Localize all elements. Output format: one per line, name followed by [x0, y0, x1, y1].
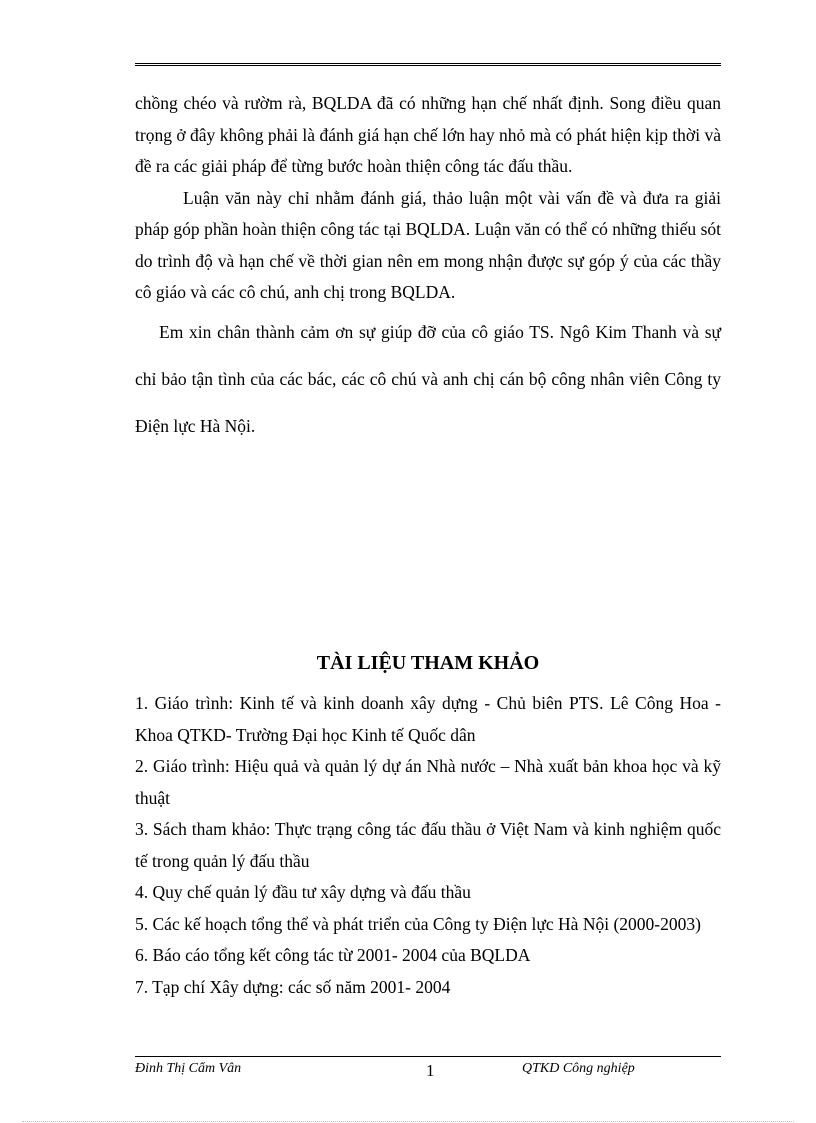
header-rule — [135, 63, 721, 66]
reference-item: 3. Sách tham khảo: Thực trạng công tác đấu thầu ở Việt Nam và kinh nghiệm quốc tế trong quản lý đấu thầu — [135, 819, 721, 871]
footer-author: Đinh Thị Cẩm Vân — [135, 1061, 242, 1076]
references-title: TÀI LIỆU THAM KHẢO — [316, 652, 540, 674]
footer-rule — [135, 1056, 721, 1057]
body-text — [135, 88, 721, 450]
references-list — [135, 688, 721, 1003]
reference-item: 1. Giáo trình: Kinh tế và kinh doanh xây dựng - Chủ biên PTS. Lê Công Hoa - Khoa QTKD- Trường Đại học Kinh tế Quốc dân — [135, 693, 721, 745]
paragraph-2: Luận văn này chỉ nhằm đánh giá, thảo luận một vài vấn đề và đưa ra giải pháp góp phần hoàn thiện công tác tại BQLDA. Luận văn có thể có những thiếu sót do trình độ và hạn chế về thời gian nên em mong nhận được sự góp ý của các thầy cô giáo và các cô chú, anh chị trong BQLDA. — [135, 187, 721, 302]
page-number: 1 — [426, 1061, 435, 1080]
paragraph-3: Em xin chân thành cảm ơn sự giúp đỡ của cô giáo TS. Ngô Kim Thanh và sự chỉ bảo tận tình của các bác, các cô chú và anh chị cán bộ công nhân viên Công ty Điện lực Hà Nội. — [135, 321, 721, 436]
reference-item: 6. Báo cáo tổng kết công tác từ 2001- 2004 của BQLDA — [135, 945, 531, 965]
paragraph-1: chồng chéo và rườm rà, BQLDA đã có những hạn chế nhất định. Song điều quan trọng ở đây không phải là đánh giá hạn chế lớn hay nhỏ mà có phát hiện kịp thời và đề ra các giải pháp để từng bước hoàn thiện công tác đấu thầu. — [135, 93, 721, 176]
footer-department: QTKD Công nghiệp — [522, 1061, 635, 1076]
reference-item: 4. Quy chế quản lý đầu tư xây dựng và đấu thầu — [135, 882, 471, 902]
reference-item: 5. Các kế hoạch tổng thể và phát triển của Công ty Điện lực Hà Nội (2000-2003) — [135, 913, 701, 934]
reference-item: 7. Tạp chí Xây dựng: các số năm 2001- 2004 — [135, 976, 451, 997]
page-edge-divider — [22, 1121, 794, 1122]
reference-item: 2. Giáo trình: Hiệu quả và quản lý dự án Nhà nước – Nhà xuất bản khoa học và kỹ thuật — [135, 756, 721, 808]
